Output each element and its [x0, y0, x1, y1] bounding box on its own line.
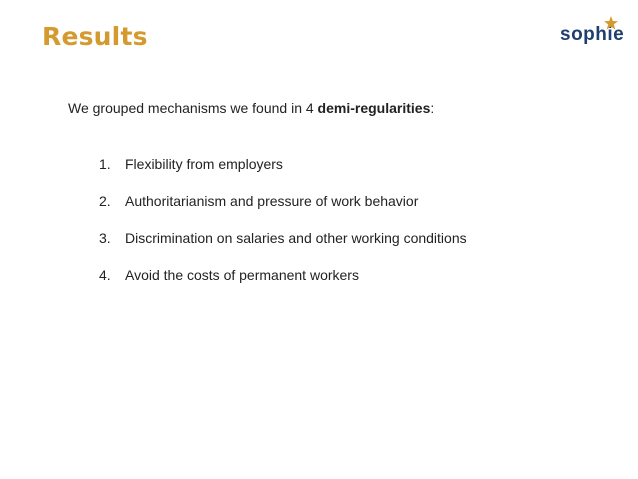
- list-item: [99, 230, 467, 248]
- list-item-number: 4.: [99, 267, 111, 283]
- sophie-logo: [560, 16, 625, 52]
- list-item: [99, 156, 467, 174]
- list-item-text: Flexibility from employers: [125, 156, 283, 172]
- list-item-number: 1.: [99, 156, 111, 172]
- list-item-text: Discrimination on salaries and other working conditions: [125, 230, 467, 246]
- intro-suffix: :: [430, 100, 435, 116]
- list-item-number: 2.: [99, 193, 111, 209]
- list-item-text: Avoid the costs of permanent workers: [125, 267, 359, 283]
- list-item: [99, 267, 467, 285]
- intro-prefix: We grouped mechanisms we found in 4: [68, 100, 318, 116]
- list-item-text: Authoritarianism and pressure of work behavior: [125, 193, 419, 209]
- logo-text: sophie: [560, 24, 625, 45]
- intro-text: [68, 100, 434, 116]
- star-icon: [604, 16, 618, 30]
- demi-regularities-list: [99, 156, 467, 304]
- slide-title: Results: [42, 22, 148, 51]
- intro-emphasis: demi-regularities: [317, 100, 431, 116]
- list-item-number: 3.: [99, 230, 111, 246]
- list-item: [99, 193, 467, 211]
